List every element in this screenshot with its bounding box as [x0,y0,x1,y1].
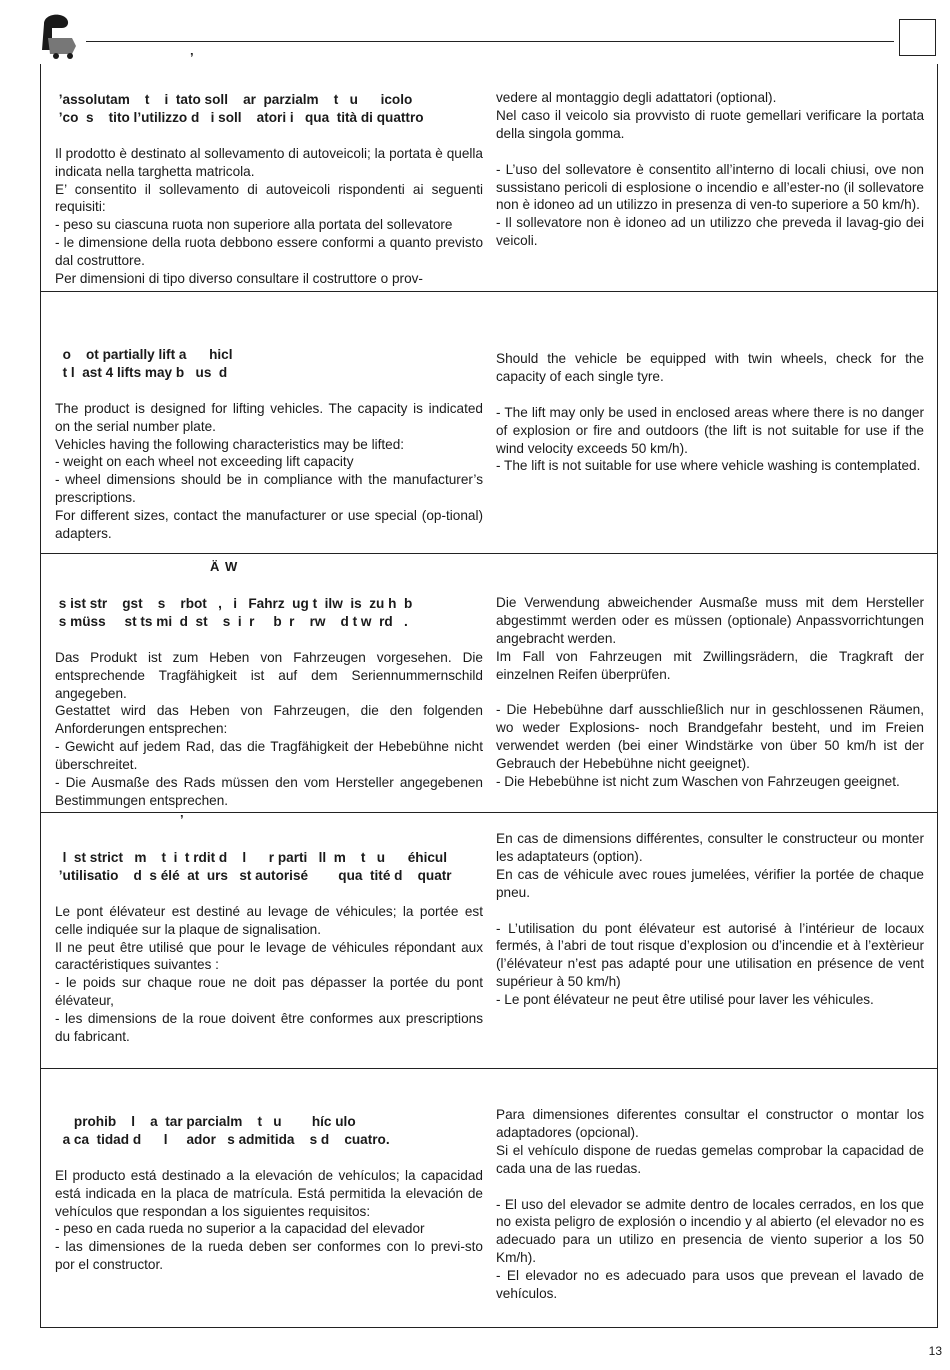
it-paragraph: E’ consentito il sollevamento di autoveicoli rispondenti ai seguenti requisiti: [55,181,483,215]
logo [38,10,80,60]
it-paragraph: Il prodotto è destinato al sollevamento di autoveicoli; la portata è quella indicata nella targhetta matricola. [55,145,483,179]
page-box [899,19,936,56]
de-paragraph: Gestattet wird das Heben von Fahrzeugen, die den folgenden Anforderungen entsprechen: [55,703,483,737]
it-list-item: - L’uso del sollevatore è consentito all’interno di locali chiusi, ove non sussistano pericoli di esplosione o incendio e all’ester-no (il sollevatore non è idoneo ad un utilizzo in presenza di ven-to superiore a 50 km/h). [496,161,924,213]
de-warning: s ist str gst s rbot , i Fahrz ug t ilw is zu h b s müss st ts mi d st s i r b r rw d t w rd . [55,596,413,629]
fr-list-item: - Le pont élévateur ne peut être utilisé pour laver les véhicules. [496,992,874,1008]
en-right-column [496,350,924,475]
es-list-item: - El elevador no es adecuado para usos que prevean el lavado de vehículos. [496,1268,924,1302]
section-title-de: Ä W [210,559,239,574]
page-number: 13 [928,1344,942,1358]
en-left-column [55,346,483,543]
de-left-column [55,595,483,810]
en-list-item: - wheel dimensions should be in compliance with the manufacturer’s prescriptions. [55,472,483,506]
it-list-item: - le dimensione della ruota debbono essere conformi a quanto previsto dal costruttore. [55,235,483,269]
de-list-item: - Die Hebebühne ist nicht zum Waschen von Fahrzeugen geeignet. [496,774,900,790]
it-list-item: - Il sollevatore non è idoneo ad un utilizzo che preveda il lavag-gio dei veicoli. [496,215,924,249]
en-paragraph: For different sizes, contact the manufacturer or use special (op-tional) adapters. [55,508,483,542]
fr-list-item: - les dimensions de la roue doivent être conformes aux prescriptions du fabricant. [55,1011,483,1045]
es-left-column [55,1113,483,1274]
de-list-item: - Gewicht auf jedem Rad, das die Tragfähigkeit der Hebebühne nicht überschreitet. [55,739,483,773]
de-list-item: - Die Hebebühne darf ausschließlich nur in geschlossenen Räumen, wo weder Explosions- noch Brandgefahr besteht, und im Freien verwendet werden (bei einer Windstärke von über 50 km/h ist der Gebrauch der Hebebühne nicht geeignet). [496,702,924,772]
es-list-item: - las dimensiones de la rueda deben ser conformes con lo previ-sto por el constructor. [55,1239,483,1273]
es-list-item: - peso en cada rueda no superior a la capacidad del elevador [55,1221,425,1237]
section-divider [40,1068,938,1069]
en-list-item: - The lift may only be used in enclosed areas where there is no danger of explosion or fire and outdoors (the lift is not suitable for use if the wind velocity exceeds 50 km/h). [496,404,924,456]
en-list-item: - The lift is not suitable for use where vehicle washing is contemplated. [496,458,921,474]
de-paragraph: Das Produkt ist zum Heben von Fahrzeugen vorgesehen. Die entsprechende Tragfähigkeit ist auf dem Seriennummernschild angegeben. [55,649,483,701]
section-divider [40,553,938,554]
it-left-column [55,91,483,288]
es-paragraph: Si el vehículo dispone de ruedas gemelas comprobar la capacidad de cada una de las ruedas. [496,1142,924,1176]
es-warning: prohib l a tar parcialm t u híc ulo a ca tidad d l ador s admitida s d cuatro. [55,1114,390,1147]
fr-list-item: - L’utilisation du pont élévateur est autorisé à l’intérieur de locaux fermés, à l’abri de tout risque d’explosion ou d’incendie et à l’extèrieur (l’élévateur n’est pas adapté pour une utilisation en présence de vent supérieur à 50 km/h) [496,920,924,990]
fr-paragraph: Il ne peut être utilisé que pour le levage de véhicules répondant aux caractéristiques suivantes : [55,939,483,973]
en-list-item: - weight on each wheel not exceeding lift capacity [55,454,354,470]
it-warning: ’assolutam t i tato soll ar parzialm t u icolo ’co s tito l’utilizzo d i soll atori i qua tità di quattro [55,92,424,125]
section-title-fr: ’ [180,812,185,827]
de-list-item: - Die Ausmaße des Rads müssen den vom Hersteller angegebenen Bestimmungen entsprechen. [55,775,483,808]
it-paragraph: vedere al montaggio degli adattatori (optional). [496,90,777,105]
fr-paragraph: Le pont élévateur est destiné au levage de véhicules; la portée est celle indiquée sur la plaque de signalisation. [55,903,483,937]
it-paragraph: Nel caso il veicolo sia provvisto di ruote gemellari verificare la portata della singola gomma. [496,107,924,141]
fr-paragraph: En cas de dimensions différentes, consulter le constructeur ou monter les adaptateurs (option). [496,831,924,864]
es-right-column [496,1106,924,1303]
fr-right-column [496,830,924,1009]
it-right-column [496,89,924,250]
en-paragraph: Should the vehicle be equipped with twin wheels, check for the capacity of each single tyre. [496,351,924,384]
fr-left-column [55,849,483,1046]
section-divider [40,812,938,813]
en-paragraph: Vehicles having the following characteristics may be lifted: [55,436,405,452]
de-paragraph: Die Verwendung abweichender Ausmaße muss mit dem Hersteller abgestimmt werden oder es müssen (optionale) Anpassvorrichtungen angebracht werden. [496,595,924,646]
fr-paragraph: En cas de véhicule avec roues jumelées, vérifier la portée de chaque pneu. [496,866,924,900]
de-paragraph: Im Fall von Fahrzeugen mit Zwillingsrädern, die Tragkraft der einzelnen Reifen überprüfen. [496,648,924,682]
fr-list-item: - le poids sur chaque roue ne doit pas dépasser la portée du pont élévateur, [55,975,483,1009]
section-divider [40,291,938,292]
en-paragraph: The product is designed for lifting vehicles. The capacity is indicated on the serial number plate. [55,400,483,434]
it-paragraph: Per dimensioni di tipo diverso consultare il costruttore o prov- [55,271,423,287]
es-paragraph: El producto está destinado a la elevación de vehículos; la capacidad está indicada en la placa de matrícula. Está permitida la elevación de vehículos que respondan a los siguientes requisitos: [55,1167,483,1219]
es-list-item: - El uso del elevador se admite dentro de locales cerrados, en los que no exista peligro de explosión o incendio y al abierto (el elevador no es adecuado para un utilizo en presencia de viento superior a los 50 Km/h). [496,1196,924,1266]
it-list-item: - peso su ciascuna ruota non superiore alla portata del sollevatore [55,217,453,233]
section-title-it: ’ [190,50,195,65]
de-right-column [496,594,924,791]
en-warning: o ot partially lift a hicl t l ast 4 lifts may b us d [55,347,233,380]
header-rule [86,41,894,42]
fr-warning: l st strict m t i t rdit d l r parti ll m t u éhicul ’utilisatio d s élé at urs st autorisé qua tité d quatr [55,850,452,883]
es-paragraph: Para dimensiones diferentes consultar el constructor o montar los adaptadores (opcional). [496,1107,924,1140]
